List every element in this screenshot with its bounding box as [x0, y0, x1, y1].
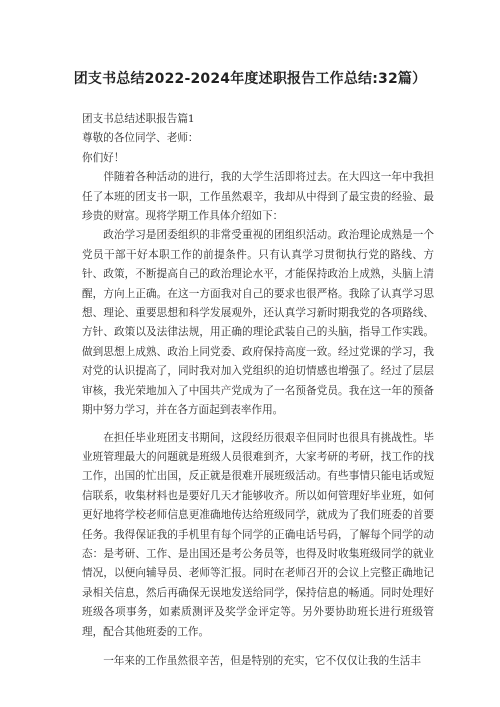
paragraph-class-management: 在担任毕业班团支书期间，这段经历很艰辛但同时也很具有挑战性。毕业班管理最大的问题就是班级人员很难到齐，大家考研的考研，找工作的找工作，出国的忙出国，反正就是很难开展班级活动。有些事情只能电话或短信联系，收集材料也是要好几天才能够收齐。所以如何管理好毕业班，如何更好地将学校老师信息更准确地传达给班级同学，就成为了我们班委的首要任务。我得保证我的手机里有每个同学的正确电话号码，了解每个同学的动态：是考研、工作、是出国还是考公务员等，也得及时收集班级同学的就业情况，以便向辅导员、老师等汇报。同时在老师召开的会议上完整正确地记录相关信息，然后再确保无误地发送给同学，保持信息的畅通。同时处理好班级各项事务，如素质测评及奖学金评定等。另外要协助班长进行班级管理，配合其他班委的工作。 — [82, 431, 434, 638]
document-body — [82, 110, 434, 671]
section-heading: 团支书总结述职报告篇1 — [82, 113, 195, 125]
paragraph-closing: 一年来的工作虽然很辛苦，但是特别的充实，它不仅仅让我的生活丰 — [103, 654, 421, 667]
paragraph-intro: 伴随着各种活动的进行，我的大学生活即将过去。在大四这一年中我担任了本班的团支书一职，工作虽然艰辛，我却从中得到了最宝贵的经验、最珍贵的财富。现将学期工作具体介绍如下： — [82, 171, 434, 223]
paragraph-gap — [82, 421, 434, 429]
paragraph-political-study: 政治学习是团委组织的非常受重视的团组织活动。政治理论成熟是一个党员干部干好本职工作的前提条件。只有认真学习贯彻执行党的路线、方针、政策，不断提高自己的政治理论水平，才能保持政治上成熟，头脑上清醒，方向上正确。在这一方面我对自己的要求也很严格。我除了认真学习思想、理论、重要思想和科学发展观外，还认真学习新时期我党的各项路线、方针、政策以及法律法规，用正确的理论武装自己的头脑，指导工作实践。做到思想上成熟、政治上同党委、政府保持高度一致。经过党课的学习，我对党的认识提高了，同时我对加入党组织的迫切情感也增强了。经过了层层审核，我光荣地加入了中国共产党成为了一名预备党员。我在这一年的预备期中努力学习，并在各方面起到表率作用。 — [82, 229, 434, 417]
greeting: 你们好！ — [82, 151, 125, 164]
salutation: 尊敬的各位同学、老师： — [82, 132, 199, 145]
paragraph-gap — [82, 642, 434, 652]
document-title: 团支书总结2022-2024年度述职报告工作总结:32篇） — [73, 71, 427, 87]
